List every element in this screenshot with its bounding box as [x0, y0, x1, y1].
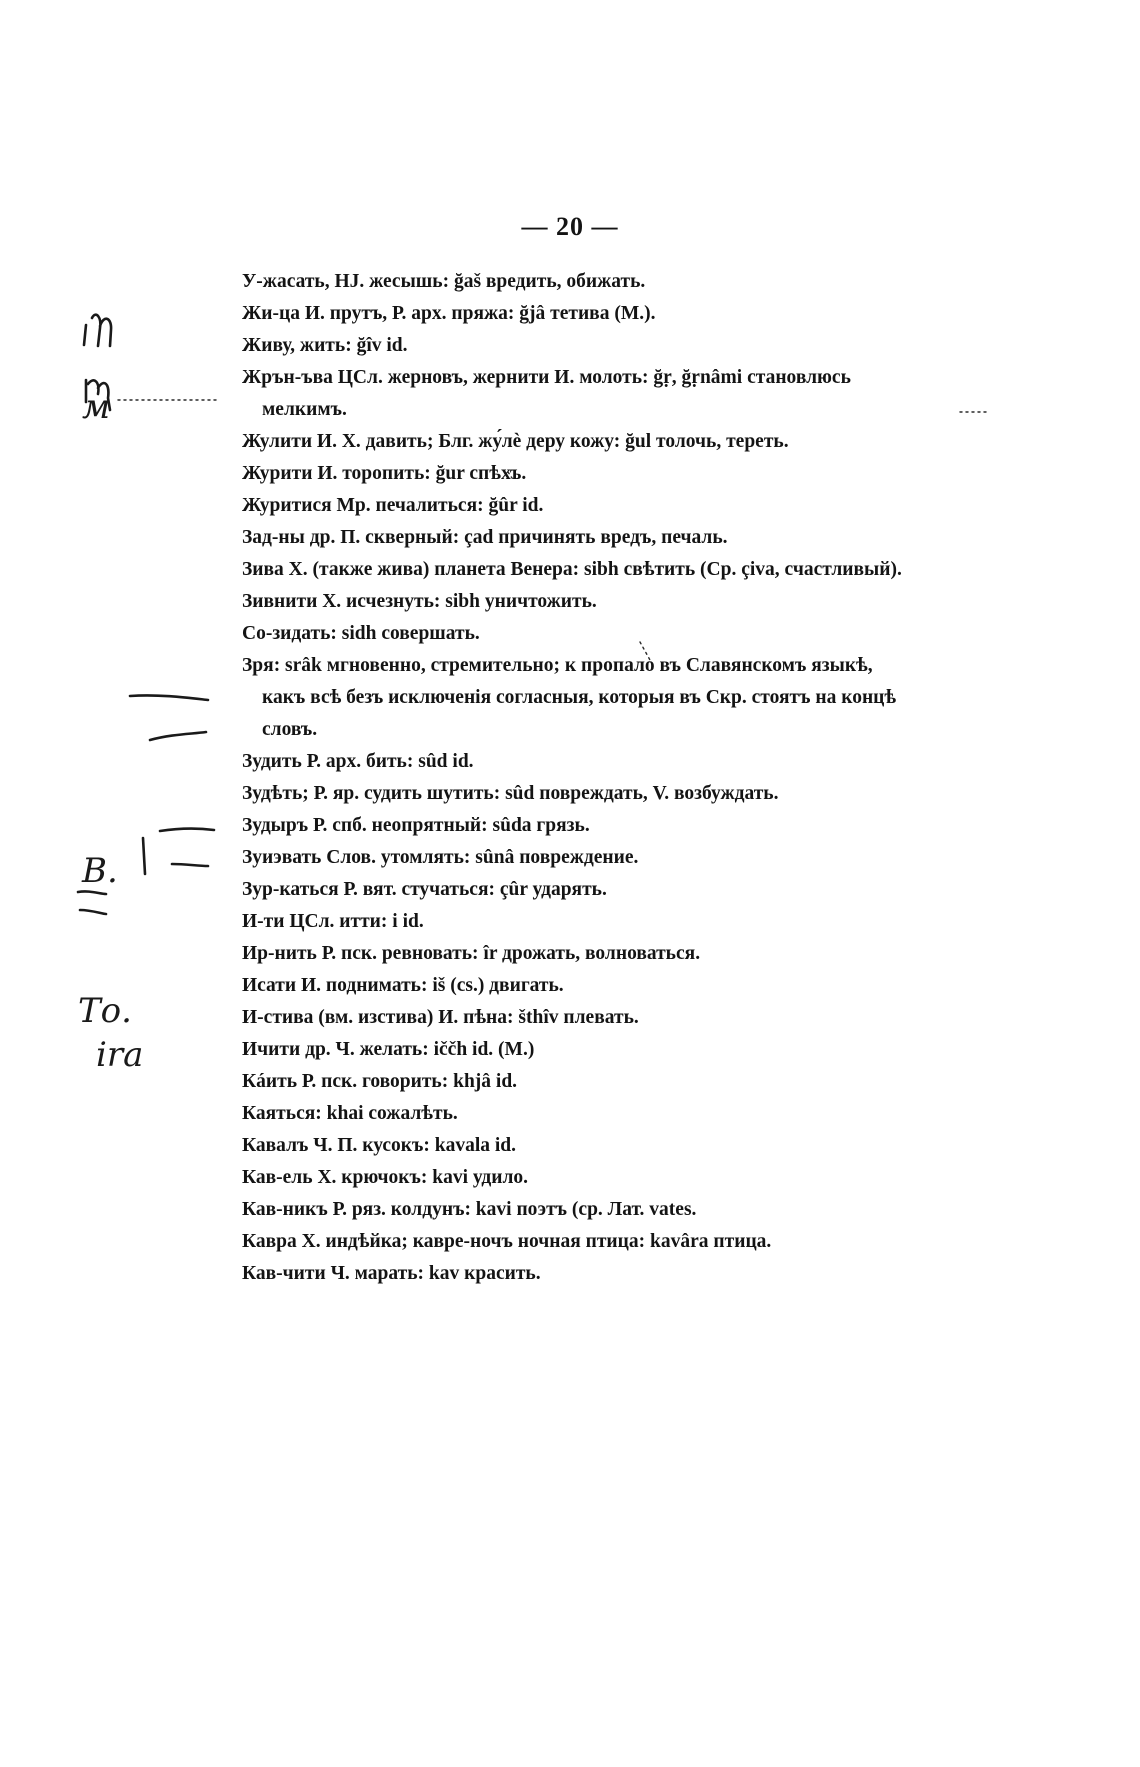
svg-text:То.: То. — [78, 991, 132, 1031]
dictionary-entry: Зудѣть; Р. яр. судить шутить: sûd повреждать, V. возбуждать. — [242, 783, 779, 804]
handwritten-note-v — [78, 851, 118, 914]
dictionary-entry: Зуиэвать Слов. утомлять: sûnâ повреждение. — [242, 847, 639, 868]
dictionary-entry: Живу, жить: ğîv id. — [242, 335, 408, 356]
dictionary-entry: Зря: srâk мгновенно, стремительно; к пропало въ Славянскомъ языкѣ, какъ всѣ безъ исключенія согласныя, которыя въ Скр. стоятъ на концѣ словъ. — [242, 655, 897, 740]
margin-dash — [160, 829, 214, 831]
handwritten-note-m-text: м — [82, 387, 111, 427]
dictionary-entry: Исати И. поднимать: iš (cs.) двигать. — [242, 975, 564, 996]
dictionary-entry: Со-зидать: sidh совершать. — [242, 623, 480, 644]
dictionary-entry: Кав-ель Х. крючокъ: kavi удило. — [242, 1167, 529, 1188]
dictionary-entry: И-ти ЦСл. итти: i id. — [242, 911, 424, 932]
dictionary-entry: Каяться: khai сожалѣть. — [242, 1103, 458, 1124]
dictionary-entry: Жулити И. Х. давить; Блг. жу́лѐ деру кожу: ğul толочь, тереть. — [242, 431, 789, 452]
dictionary-entry: Журитися Мр. печалиться: ğûr id. — [242, 495, 544, 516]
page-number: — 20 — — [521, 212, 619, 241]
dictionary-entry: Журити И. торопить: ğur спѣхъ. — [242, 463, 527, 484]
dictionary-entry: Кавалъ Ч. П. кусокъ: kavala id. — [242, 1135, 517, 1156]
dictionary-entry: Жи-ца И. прутъ, Р. арх. пряжа: ğjâ тетива (М.). — [242, 303, 656, 324]
dictionary-entries — [242, 266, 902, 1290]
dictionary-entry: Жрън-ъва ЦСл. жерновъ, жернити И. молоть: ğṛ, ğṛnâmi становлюсь мелкимъ. — [242, 367, 851, 420]
dictionary-entry: Ир-нить Р. пск. ревновать: îr дрожать, волноваться. — [242, 943, 701, 964]
svg-text:ira: ira — [96, 1035, 144, 1075]
dictionary-entry: Зива Х. (также жива) планета Венера: sibh свѣтить (Ср. çiva, счастливый). — [242, 559, 902, 580]
margin-vertical-stroke — [143, 838, 145, 874]
margin-dash — [150, 732, 206, 740]
dictionary-entry: Кáить Р. пск. говорить: khjâ id. — [242, 1071, 518, 1092]
dictionary-entry: Кавра Х. индѣйка; кавре-ночъ ночная птица: kavâra птица. — [242, 1231, 772, 1252]
dictionary-entry: Зивнити Х. исчезнуть: sibh уничтожить. — [242, 591, 597, 612]
dictionary-entry: Кав-никъ Р. ряз. колдунъ: kavi поэтъ (ср. Лат. vates. — [242, 1199, 697, 1220]
dictionary-entry: Зудить Р. арх. бить: sûd id. — [242, 751, 474, 772]
dictionary-entry: У-жасать, НЈ. жесышь: ğaš вредить, обижать. — [242, 271, 646, 292]
dictionary-entry: Ичити др. Ч. желать: iččh id. (М.) — [242, 1039, 535, 1060]
margin-dash — [172, 864, 208, 866]
dictionary-entry: Зур-каться Р. вят. стучаться: çûr ударять. — [242, 879, 607, 900]
handwritten-note-to — [78, 991, 132, 1031]
margin-dash — [130, 695, 208, 700]
dictionary-entry: Зад-ны др. П. скверный: çad причинять вредъ, печаль. — [242, 527, 728, 548]
svg-text:В.: В. — [82, 851, 118, 891]
dictionary-entry: Кав-чити Ч. марать: kav красить. — [242, 1263, 541, 1284]
handwritten-note-ira — [96, 1035, 143, 1075]
dictionary-entry: И-стива (вм. изстива) И. пѣна: šthîv плевать. — [242, 1007, 639, 1028]
dictionary-entry: Зудыръ Р. спб. неопрятный: sûda грязь. — [242, 815, 590, 836]
